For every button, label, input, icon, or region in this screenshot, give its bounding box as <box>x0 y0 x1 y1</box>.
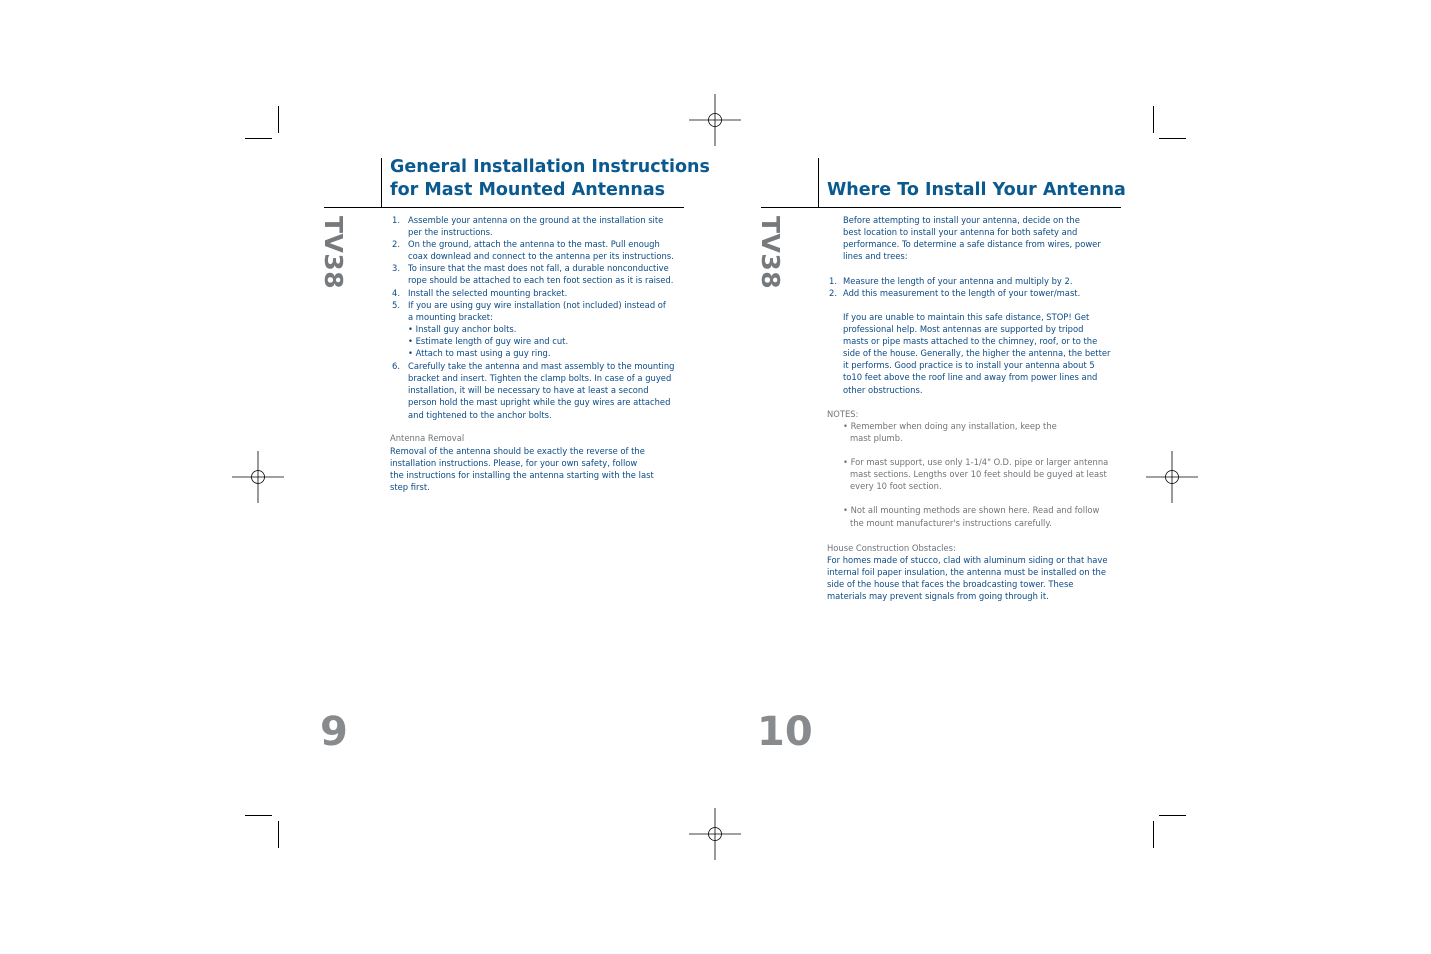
registration-mark-right <box>1146 451 1198 503</box>
registration-mark-top <box>689 94 741 146</box>
side-label-left: TV38 <box>319 216 348 290</box>
list-item: • For mast support, use only 1-1/4" O.D. pipe or larger antenna mast sections. Lengths over 10 feet should be guyed at least every 10 foot section. <box>843 457 1109 492</box>
right-page-title: Where To Install Your Antenna <box>827 180 1126 200</box>
side-label-right: TV38 <box>756 216 785 290</box>
distance-steps <box>829 275 1129 299</box>
title-line-2: for Mast Mounted Antennas <box>390 180 666 200</box>
right-title-rule <box>761 207 1121 208</box>
left-title-divider <box>381 158 382 208</box>
removal-heading: Antenna Removal <box>390 433 465 443</box>
list-item: • Remember when doing any installation, keep the mast plumb. <box>843 421 1057 444</box>
page-number-left: 9 <box>320 709 348 755</box>
obstacles-heading: House Construction Obstacles: <box>827 543 956 553</box>
list-item: 6. Carefully take the antenna and mast assembly to the mounting bracket and insert. Tighten the clamp bolts. In case of a guyed installation, it will be necessary to have at least a second person hold the mast upright while the guy wires are attached and tightened to the anchor bolts. <box>392 361 675 420</box>
obstacles-text: For homes made of stucco, clad with aluminum siding or that have internal foil paper insulation, the antenna must be installed on the side of the house that faces the broadcasting tower. These materials may prevent signals from going through it. <box>827 555 1108 602</box>
list-item: 5. If you are using guy wire installation (not included) instead of a mounting bracket: • Install guy anchor bolts. • Estimate length of guy wire and cut. • Attach to mast using a guy ring. <box>392 299 666 359</box>
list-item: 2. Add this measurement to the length of your tower/mast. <box>829 288 1081 299</box>
left-title-rule <box>324 207 684 208</box>
title-line-1: General Installation Instructions <box>390 157 710 177</box>
list-item: 4. Install the selected mounting bracket. <box>392 287 568 298</box>
list-item: • Not all mounting methods are shown here. Read and follow the mount manufacturer's instructions carefully. <box>843 505 1100 528</box>
installation-steps <box>392 214 692 421</box>
registration-mark-left <box>232 451 284 503</box>
removal-text: Removal of the antenna should be exactly the reverse of the installation instructions. Please, for your own safety, follow the instructions for installing the antenna starting with the last step first. <box>390 446 654 493</box>
right-title-divider <box>818 158 819 208</box>
registration-mark-bottom <box>689 808 741 860</box>
notes-heading: NOTES: <box>827 409 859 419</box>
notes-list <box>843 420 1133 529</box>
left-page-title <box>390 156 710 202</box>
list-item: 1. Measure the length of your antenna and multiply by 2. <box>829 276 1073 286</box>
warning-text: If you are unable to maintain this safe distance, STOP! Get professional help. Most antennas are supported by tripod masts or pipe masts attached to the chimney, roof, or to the side of the house. Generally, the higher the antenna, the better it performs. Good practice is to install your antenna about 5 to10 feet above the roof line and away from power lines and other obstructions. <box>843 312 1111 395</box>
page-number-right: 10 <box>757 709 813 755</box>
list-item: 2. On the ground, attach the antenna to the mast. Pull enough coax downlead and connect to the antenna per its instructions. <box>392 239 674 262</box>
list-item: 3. To insure that the mast does not fall, a durable nonconductive rope should be attached to each ten foot section as it is raised. <box>392 263 674 286</box>
intro-text: Before attempting to install your antenna, decide on the best location to install your antenna for both safety and performance. To determine a safe distance from wires, power lines and trees: <box>843 215 1101 262</box>
list-item: 1. Assemble your antenna on the ground at the installation site per the instructions. <box>392 215 664 238</box>
